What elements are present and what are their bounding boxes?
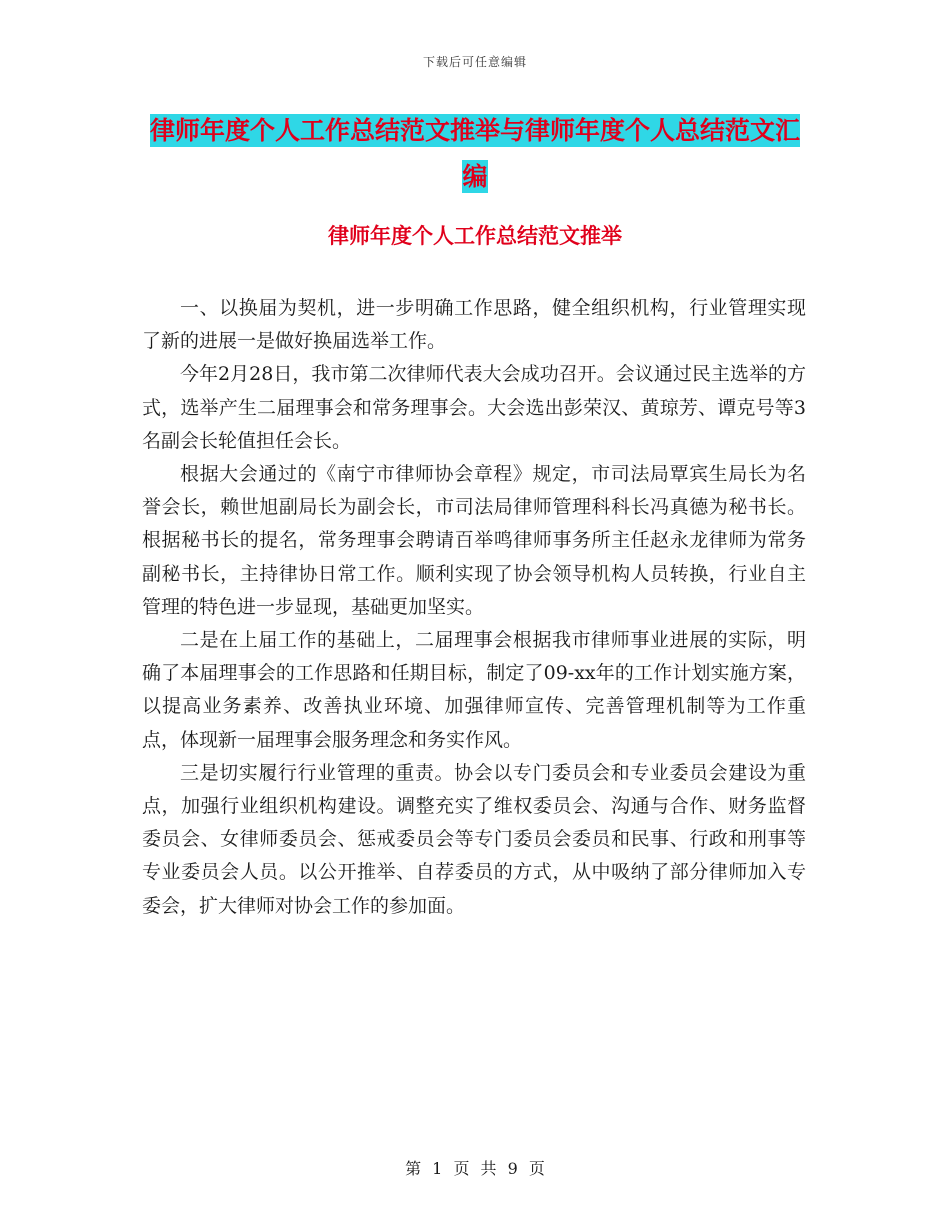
paragraph: 三是切实履行行业管理的重责。协会以专门委员会和专业委员会建设为重点，加强行业组织机构建设。调整充实了维权委员会、沟通与合作、财务监督委员会、女律师委员会、惩戒委员会等专门委员会委员和民事、行政和刑事等专业委员会人员。以公开推举、自荐委员的方式，从中吸纳了部分律师加入专委会，扩大律师对协会工作的参加面。: [142, 761, 806, 917]
document-title: [140, 108, 810, 200]
page-number: 第 1 页 共 9 页: [405, 1159, 545, 1178]
document-title-text: 律师年度个人工作总结范文推举与律师年度个人总结范文汇编: [149, 116, 800, 191]
section-title: 律师年度个人工作总结范文推举: [328, 224, 622, 248]
header-note: 下载后可任意编辑: [422, 55, 527, 69]
paragraph: 今年2月28日，我市第二次律师代表大会成功召开。会议通过民主选举的方式，选举产生二届理事会和常务理事会。大会选出彭荣汉、黄琼芳、谭克号等3名副会长轮值担任会长。: [142, 363, 806, 452]
paragraph: 一、以换届为契机，进一步明确工作思路，健全组织机构，行业管理实现了新的进展一是做好换届选举工作。: [142, 297, 806, 353]
paragraph: 二是在上届工作的基础上，二届理事会根据我市律师事业进展的实际，明确了本届理事会的工作思路和任期目标，制定了09-xx年的工作计划实施方案，以提高业务素养、改善执业环境、加强律师宣传、完善管理机制等为工作重点，体现新一届理事会服务理念和务实作风。: [142, 629, 806, 751]
paragraph: 根据大会通过的《南宁市律师协会章程》规定，市司法局覃宾生局长为名誉会长，赖世旭副局长为副会长，市司法局律师管理科科长冯真德为秘书长。根据秘书长的提名，常务理事会聘请百举鸣律师事务所主任赵永龙律师为常务副秘书长，主持律协日常工作。顺利实现了协会领导机构人员转换，行业自主管理的特色进一步显现，基础更加坚实。: [142, 463, 806, 618]
document-body: [142, 292, 806, 923]
